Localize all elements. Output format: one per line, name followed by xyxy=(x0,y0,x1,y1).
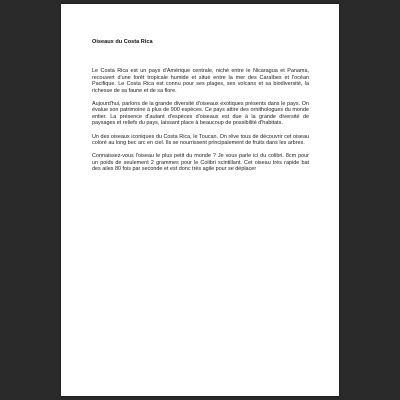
paragraph-toucan: Un des oiseaux iconiques du Costa Rica, le Toucan. On rêve tous de découvrir cet oiseau coloré au long bec arc en ciel. Ils se nourrissent principalement de fruits dans les arbres. xyxy=(92,133,309,147)
document-page xyxy=(61,4,339,396)
paragraph-bird-diversity: Aujourd'hui, parlons de la grande diversité d'oiseaux exotiques présents dans le pays. On évalue son patrimoine à plus de 900 espèces. Ce pays attire des ornithologues du monde entier. La présence d'autant d'espèces d'oiseaux est due à la grande diversité de paysages et reliefs du pays, laissant place à beaucoup de possibilité d'habitats. xyxy=(92,100,309,127)
paragraph-intro: Le Costa Rica est un pays d'Amérique centrale, niché entre le Nicaragua et Panama, recouvert d'une forêt tropicale humide et situé entre la mer des Caraïbes et l'océan Pacifique. Le Costa Rica est connu pour ses plages, ses volcans et sa biodiversité, la richesse de sa faune et de sa flore. xyxy=(92,68,309,94)
document-title: Oiseaux du Costa Rica xyxy=(92,39,153,45)
paragraph-hummingbird: Connaissez-vous l'oiseau le plus petit du monde ? Je vous parle ici du colibri. 8cm pour un poids de seulement 2 grammes pour le Colibri scintillant. Cet oiseau très rapide bat des ailes 80 fois par seconde et est donc très agile pour se déplacer xyxy=(92,153,309,173)
